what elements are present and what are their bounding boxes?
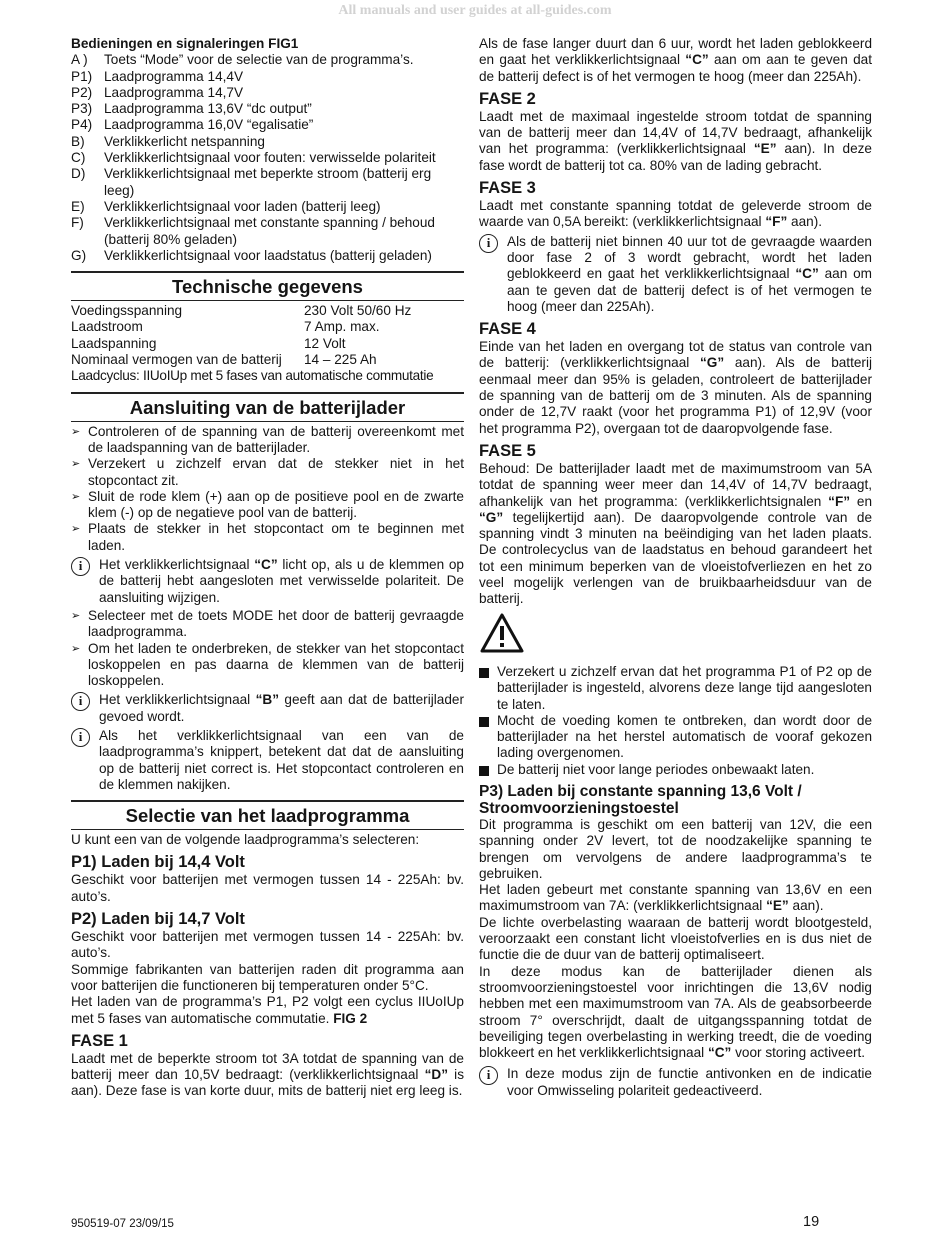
p3-text-part: aan). bbox=[788, 898, 824, 914]
tech-row bbox=[71, 352, 464, 368]
signal-code: “E” bbox=[766, 898, 789, 914]
tech-value: 12 Volt bbox=[304, 335, 346, 351]
bullet-text: Selecteer met de toets MODE het door de batterij gevraagde laadprogramma. bbox=[88, 607, 464, 640]
info-note bbox=[479, 1066, 872, 1099]
controls-list bbox=[71, 52, 464, 264]
tech-label: Nominaal vermogen van de batterij bbox=[71, 352, 282, 368]
info-text: In deze modus zijn de functie antivonken en de indicatie voor Omwisseling polariteit gedeactiveerd. bbox=[507, 1066, 872, 1098]
controls-text: Verklikkerlicht netspanning bbox=[104, 133, 265, 149]
controls-key: B) bbox=[71, 133, 85, 149]
controls-text: Verklikkerlichtsignaal voor laden (batterij leeg) bbox=[104, 198, 381, 214]
bullet-item bbox=[71, 424, 464, 457]
controls-key: P2) bbox=[71, 84, 93, 100]
controls-item bbox=[71, 69, 464, 85]
controls-text: Verklikkerlichtsignaal voor laadstatus (batterij geladen) bbox=[104, 247, 432, 263]
controls-text: Laadprogramma 16,0V “egalisatie” bbox=[104, 117, 314, 133]
fase5-heading: FASE 5 bbox=[479, 441, 536, 460]
selection-heading: Selectie van het laadprogramma bbox=[71, 800, 464, 830]
tech-label: Voedingsspanning bbox=[71, 303, 183, 319]
arrow-bullet-icon: ➢ bbox=[71, 425, 81, 438]
watermark: All manuals and user guides at all-guides.com bbox=[338, 3, 612, 18]
controls-key: P3) bbox=[71, 101, 93, 117]
bullet-text: Sluit de rode klem (+) aan op de positieve pool en de zwarte klem (-) op de negatieve pool van de batterij. bbox=[88, 488, 464, 521]
p2-text bbox=[71, 994, 464, 1027]
fase-text-part: Laadt met de maximaal ingestelde stroom totdat de spanning van de batterij meer dan 14,4V of 14,7V bedraagt, afhankelijk van het programma: (verklikkerlichtsignaal bbox=[479, 108, 872, 157]
fase-text-part: Als de fase langer duurt dan 6 uur, wordt het laden geblokkeerd en gaat het verklikkerlichtsignaal bbox=[479, 36, 872, 68]
info-text-part: Als de batterij niet binnen 40 uur tot de gevraagde waarden door fase 2 of 3 wordt gebracht, wordt het laden geblokkeerd en gaat het verklikkerlichtsignaal bbox=[507, 233, 872, 282]
bullet-item bbox=[71, 641, 464, 690]
bullet-text: Plaats de stekker in het stopcontact om te beginnen met laden. bbox=[88, 521, 464, 553]
tech-heading: Technische gegevens bbox=[71, 271, 464, 301]
signal-code: “C” bbox=[707, 1045, 732, 1061]
info-note bbox=[71, 728, 464, 793]
p3-text-part: voor storing activeert. bbox=[731, 1045, 866, 1061]
page-number: 19 bbox=[803, 1214, 820, 1230]
controls-text: Laadprogramma 13,6V “dc output” bbox=[104, 101, 312, 117]
arrow-bullet-icon: ➢ bbox=[71, 523, 81, 536]
signal-code: “C” bbox=[254, 557, 278, 573]
fase2-heading: FASE 2 bbox=[479, 89, 536, 108]
signal-code: “B” bbox=[255, 692, 280, 708]
p3-text: Dit programma is geschikt om een batterij van 12V, die een spanning onder 2V levert, tot de noodzakelijke spanning te brengen om vervolgens de andere laadprogramma’s te gebruiken. bbox=[479, 816, 872, 881]
info-text-part: licht op, als u de klemmen op de batterij hebt aangesloten met verwisselde polariteit. De aansluiting wijzigen. bbox=[99, 557, 464, 605]
square-bullet-icon bbox=[479, 766, 489, 776]
fase-text-part: Behoud: De batterijlader laadt met de maximumstroom van 5A totdat de spanning weer meer dan 14,4V of 14,7V bedraagt, afhankelijk van het programma: (verklikkerlichtsignalen bbox=[479, 460, 872, 509]
tech-cycle: Laadcyclus: IIUoIUp met 5 fases van automatische commutatie bbox=[71, 368, 434, 384]
controls-item bbox=[71, 215, 464, 248]
signal-code: “F” bbox=[828, 493, 851, 509]
p1-heading: P1) Laden bij 14,4 Volt bbox=[71, 853, 245, 872]
warning-text: Mocht de voeding komen te ontbreken, dan wordt door de batterijlader na het herstel automatisch de vooraf gekozen lading overgenomen. bbox=[497, 712, 872, 761]
fase4-text bbox=[479, 339, 872, 437]
signal-code: “C” bbox=[795, 266, 819, 282]
arrow-bullet-icon: ➢ bbox=[71, 609, 81, 622]
info-text bbox=[99, 692, 464, 725]
square-bullet-icon bbox=[479, 717, 489, 727]
bullet-item bbox=[71, 456, 464, 489]
info-text-part: geeft aan dat de batterijlader gevoed wordt. bbox=[99, 692, 464, 724]
warning-triangle-icon bbox=[479, 612, 872, 658]
controls-item bbox=[71, 134, 464, 150]
controls-text: Laadprogramma 14,7V bbox=[104, 84, 244, 100]
tech-row bbox=[71, 303, 464, 319]
info-circle-icon: i bbox=[71, 557, 90, 576]
document-code: 950519-07 23/09/15 bbox=[71, 1218, 174, 1230]
tech-value: 7 Amp. max. bbox=[304, 319, 380, 335]
warning-text: De batterij niet voor lange periodes onbewaakt laten. bbox=[497, 761, 815, 777]
fase-text-part: Laadt met de beperkte stroom tot 3A totdat de spanning van de batterij meer dan 10,5V bedraagt: (verklikkerlichtsignaal bbox=[71, 1050, 464, 1083]
info-text bbox=[99, 557, 464, 606]
signal-code: “E” bbox=[753, 141, 777, 157]
controls-key: D) bbox=[71, 166, 86, 182]
signal-code: “G” bbox=[699, 355, 725, 371]
controls-item bbox=[71, 85, 464, 101]
controls-item bbox=[71, 117, 464, 133]
bullet-text: Verzekert u zichzelf ervan dat de stekker niet in het stopcontact zit. bbox=[88, 456, 464, 488]
fase2-text bbox=[479, 109, 872, 174]
connection-heading: Aansluiting van de batterijlader bbox=[71, 392, 464, 422]
fase3-text bbox=[479, 198, 872, 231]
fase-text-part: tegelijkertijd aan). De daaropvolgende controle van de spanning vindt 3 minuten na beëindiging van het laden plaats. De controlecyclus van de laadstatus en behoud garandeert het tot een minimum beperken van de vloeistofverliezen en het zo veel mogelijk verlengen van de bruikbaarheidsduur van de batterij. bbox=[479, 509, 872, 607]
fase-text-part: is aan). Deze fase is van korte duur, mits de batterij niet erg leeg is. bbox=[71, 1067, 464, 1099]
controls-item bbox=[71, 52, 464, 68]
tech-label: Laadstroom bbox=[71, 319, 143, 335]
arrow-bullet-icon: ➢ bbox=[71, 490, 81, 503]
controls-key: F) bbox=[71, 215, 84, 231]
tech-label: Laadspanning bbox=[71, 335, 157, 351]
controls-text: Toets “Mode” voor de selectie van de programma’s. bbox=[104, 52, 414, 68]
fase4-heading: FASE 4 bbox=[479, 320, 536, 339]
fase-text-part: Laadt met constante spanning totdat de geleverde stroom de waarde van 0,5A bereikt: (verklikkerlichtsignaal bbox=[479, 198, 872, 230]
info-text-part: aan om aan te geven dat de batterij defect is of het vermogen te hoog (meer dan 225Ah). bbox=[507, 266, 872, 314]
p2-text: Sommige fabrikanten van batterijen raden dit programma aan voor batterijen die functioneren bij temperaturen onder 5°C. bbox=[71, 961, 464, 993]
fase3-heading: FASE 3 bbox=[479, 179, 536, 198]
tech-value: 14 – 225 Ah bbox=[304, 352, 377, 368]
info-note bbox=[479, 234, 872, 315]
square-bullet-icon bbox=[479, 668, 489, 678]
fase-text-part: Einde van het laden en overgang tot de status van controle van de batterij: (verklikkerlichtsignaal bbox=[479, 339, 872, 371]
warning-text: Verzekert u zichzelf ervan dat het programma P1 of P2 op de batterijlader is ingesteld, alvorens deze lange tijd aangesloten te laten. bbox=[497, 663, 872, 712]
bullet-text: Controleren of de spanning van de batterij overeenkomt met de laadspanning van de batterijlader. bbox=[88, 423, 464, 455]
p3-text-part: In deze modus kan de batterijlader dienen als stroomvoorzieningstoestel voor inrichtingen die 13,6V nodig hebben met een maximumstroom van 7A. Als de geabsorbeerde stroom 7° overschrijdt, daalt de uitgangsspanning totdat de beveiliging tegen overbelasting in werking treedt, die de voeding blokkeert en het verklikkerlichtsignaal bbox=[479, 963, 872, 1061]
info-circle-icon: i bbox=[71, 728, 90, 747]
p3-text bbox=[479, 882, 872, 915]
fase-text-part: aan). Als de batterij eenmaal meer dan 95% is geladen, controleert de batterijlader de spanning van de batterij om de 3 minuten. Als de spanning onder de 12,7V raakt (voor het programma P1) of 12,9V (voor het programma P2), overgaan tot de daaropvolgende fase. bbox=[479, 355, 872, 436]
bullet-item bbox=[71, 608, 464, 641]
warning-item bbox=[479, 762, 872, 778]
tech-row bbox=[71, 319, 464, 335]
controls-title: Bedieningen en signaleringen FIG1 bbox=[71, 36, 299, 51]
controls-item bbox=[71, 101, 464, 117]
controls-item bbox=[71, 248, 464, 264]
warning-item bbox=[479, 664, 872, 713]
selection-intro: U kunt een van de volgende laadprogramma’s selecteren: bbox=[71, 832, 420, 848]
p3-text bbox=[479, 964, 872, 1062]
info-circle-icon: i bbox=[479, 1066, 498, 1085]
info-note bbox=[71, 692, 464, 725]
controls-text: Verklikkerlichtsignaal voor fouten: verwisselde polariteit bbox=[104, 150, 436, 166]
tech-value: 230 Volt 50/60 Hz bbox=[304, 303, 412, 319]
info-text-part: Het verklikkerlichtsignaal bbox=[99, 692, 256, 708]
controls-item bbox=[71, 150, 464, 166]
info-text-part: Het verklikkerlichtsignaal bbox=[99, 557, 255, 573]
fase-text-part: aan). In deze fase wordt de batterij tot ca. 80% van de lading gebracht. bbox=[479, 141, 872, 173]
p2-heading: P2) Laden bij 14,7 Volt bbox=[71, 910, 245, 929]
figure-ref: FIG 2 bbox=[333, 1010, 368, 1026]
bullet-text: Om het laden te onderbreken, de stekker van het stopcontact loskoppelen en pas daarna de klemmen van de batterij loskoppelen. bbox=[88, 640, 464, 689]
info-circle-icon: i bbox=[71, 692, 90, 711]
info-text bbox=[507, 234, 872, 315]
p2-text-part: Het laden van de programma’s P1, P2 volgt een cyclus IIUoIUp met 5 fases van automatische commutatie. bbox=[71, 994, 464, 1026]
fase5-text bbox=[479, 461, 872, 608]
signal-code: “C” bbox=[685, 52, 709, 68]
controls-text: Verklikkerlichtsignaal met constante spanning / behoud (batterij 80% geladen) bbox=[104, 215, 435, 247]
controls-key: P4) bbox=[71, 117, 93, 133]
controls-key: C) bbox=[71, 150, 86, 166]
info-text: Als het verklikkerlichtsignaal van een van de laadprogramma’s knippert, betekent dat dat de aansluiting op de batterij niet correct is. Het stopcontact controleren en de klemmen nakijken. bbox=[99, 727, 464, 792]
info-circle-icon: i bbox=[479, 234, 498, 253]
fase-text-part: en bbox=[850, 493, 872, 509]
controls-text: Verklikkerlichtsignaal met beperkte stroom (batterij erg leeg) bbox=[104, 166, 432, 198]
arrow-bullet-icon: ➢ bbox=[71, 642, 81, 655]
info-note bbox=[71, 557, 464, 606]
tech-table bbox=[71, 303, 464, 384]
controls-text: Laadprogramma 14,4V bbox=[104, 68, 244, 84]
p3-text: De lichte overbelasting waaraan de batterij wordt blootgesteld, veroorzaakt een constant licht vloeistofverlies en is dus niet de functie die de duur van de batterij optimaliseert. bbox=[479, 914, 872, 963]
controls-item bbox=[71, 166, 464, 199]
controls-key: A ) bbox=[71, 52, 88, 68]
fase-text-part: aan). bbox=[787, 214, 823, 230]
p3-text-part: Het laden gebeurt met constante spanning van 13,6V en een maximumstroom van 7A: (verklikkerlichtsignaal bbox=[479, 882, 872, 914]
controls-key: P1) bbox=[71, 68, 93, 84]
controls-item bbox=[71, 199, 464, 215]
p2-text: Geschikt voor batterijen met vermogen tussen 14 - 225Ah: bv. auto’s. bbox=[71, 929, 464, 961]
arrow-bullet-icon: ➢ bbox=[71, 458, 81, 471]
tech-row bbox=[71, 336, 464, 352]
warning-item bbox=[479, 713, 872, 762]
fase1-continued bbox=[479, 36, 872, 85]
fase1-heading: FASE 1 bbox=[71, 1031, 128, 1050]
bullet-item bbox=[71, 489, 464, 522]
fase-text-part: aan om aan te geven dat de batterij defect is of het vermogen te hoog (meer dan 225Ah). bbox=[479, 52, 872, 84]
left-column bbox=[71, 36, 464, 1100]
fase1-text bbox=[71, 1051, 464, 1100]
signal-code: “D” bbox=[424, 1067, 449, 1083]
signal-code: “F” bbox=[765, 214, 788, 230]
right-column bbox=[479, 36, 872, 1101]
controls-key: G) bbox=[71, 247, 87, 263]
p3-heading: P3) Laden bij constante spanning 13,6 Volt / Stroomvoorzieningstoestel bbox=[479, 782, 802, 817]
signal-code: “G” bbox=[479, 509, 504, 525]
bullet-item bbox=[71, 521, 464, 554]
controls-key: E) bbox=[71, 198, 85, 214]
p1-text: Geschikt voor batterijen met vermogen tussen 14 - 225Ah: bv. auto’s. bbox=[71, 872, 464, 904]
